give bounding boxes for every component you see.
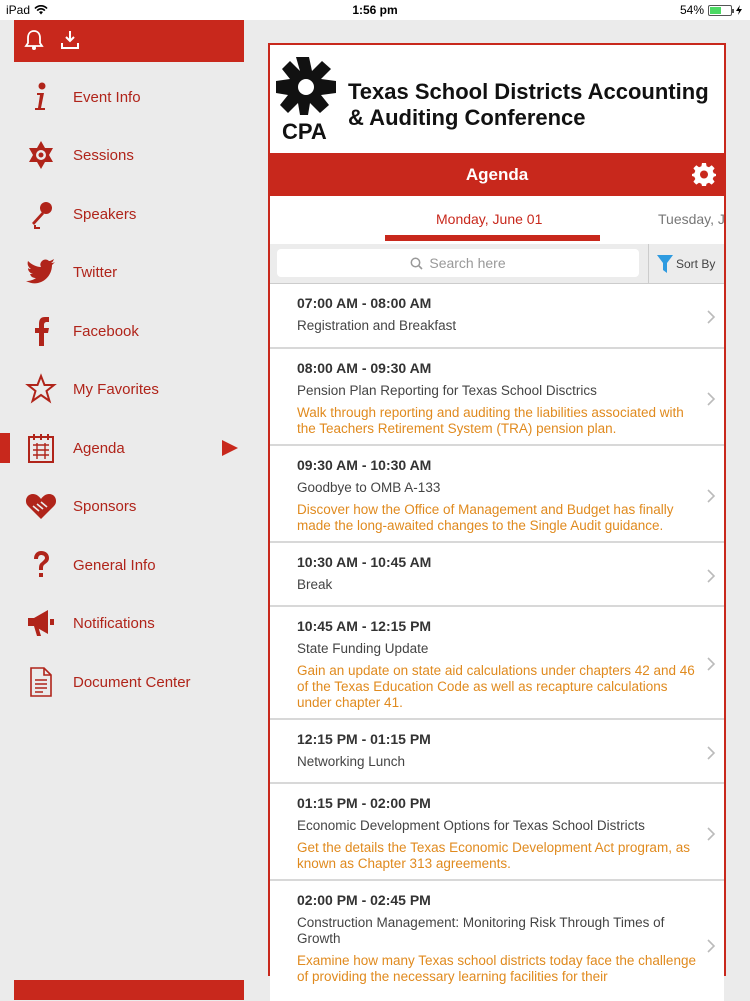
sidebar-item-speakers[interactable] bbox=[0, 185, 260, 243]
session-title: Registration and Breakfast bbox=[297, 318, 457, 333]
sidebar bbox=[0, 20, 260, 1000]
search-icon bbox=[410, 257, 423, 270]
sidebar-item-my-favorites[interactable] bbox=[0, 360, 260, 418]
sidebar-item-label: Agenda bbox=[73, 439, 125, 457]
sidebar-item-label: Speakers bbox=[73, 205, 137, 223]
status-time: 1:56 pm bbox=[352, 3, 398, 17]
session-title: Break bbox=[297, 577, 333, 592]
handshake-heart-icon bbox=[24, 489, 58, 523]
chevron-right-icon bbox=[706, 827, 716, 841]
search-input[interactable] bbox=[277, 249, 639, 277]
bell-icon[interactable] bbox=[24, 29, 44, 51]
session-title: Economic Development Options for Texas School Districts bbox=[297, 818, 645, 833]
session-time: 12:15 PM - 01:15 PM bbox=[297, 731, 431, 747]
day-tabs bbox=[270, 196, 724, 244]
conference-header bbox=[270, 45, 724, 153]
search-placeholder: Search here bbox=[429, 255, 506, 271]
sidebar-item-sessions[interactable] bbox=[0, 126, 260, 184]
sidebar-item-agenda[interactable] bbox=[0, 419, 260, 477]
sidebar-item-label: Sponsors bbox=[73, 497, 137, 515]
session-description: Discover how the Office of Management and Budget has finally made the long-awaited changes to the Single Audit guidance. bbox=[297, 502, 674, 533]
sidebar-item-facebook[interactable] bbox=[0, 302, 260, 360]
sort-label: Sort By bbox=[676, 257, 716, 271]
chevron-right-icon bbox=[706, 392, 716, 406]
sort-button[interactable] bbox=[648, 244, 724, 284]
sidebar-item-notifications[interactable] bbox=[0, 594, 260, 652]
agenda-title-bar bbox=[270, 153, 724, 196]
filter-icon bbox=[657, 255, 673, 273]
status-bar bbox=[0, 0, 750, 20]
session-row[interactable] bbox=[270, 543, 724, 607]
microphone-icon bbox=[24, 197, 58, 231]
charging-icon bbox=[736, 5, 742, 15]
sidebar-item-label: General Info bbox=[73, 556, 156, 574]
conference-title bbox=[348, 79, 728, 131]
battery-fill bbox=[710, 7, 721, 14]
session-row[interactable] bbox=[270, 784, 724, 881]
session-title: Networking Lunch bbox=[297, 754, 406, 769]
download-icon[interactable] bbox=[60, 29, 80, 51]
chevron-right-icon bbox=[706, 746, 716, 760]
sidebar-header bbox=[14, 20, 244, 62]
sidebar-item-twitter[interactable] bbox=[0, 243, 260, 301]
sidebar-footer bbox=[14, 980, 244, 1000]
active-tab-indicator bbox=[385, 235, 600, 241]
session-time: 01:15 PM - 02:00 PM bbox=[297, 795, 431, 811]
session-description: Walk through reporting and auditing the liabilities associated with the Teachers Retirement System (TRA) pension plan. bbox=[297, 405, 684, 436]
session-description: Examine how many Texas school districts today face the challenge of providing the necessary learning facilities for their bbox=[297, 953, 696, 984]
star-icon bbox=[24, 372, 58, 406]
session-row[interactable] bbox=[270, 285, 724, 349]
sidebar-item-label: Twitter bbox=[73, 263, 118, 281]
tab-monday[interactable]: Monday, June 01 bbox=[436, 211, 543, 227]
sidebar-item-label: Event Info bbox=[73, 88, 141, 106]
session-time: 02:00 PM - 02:45 PM bbox=[297, 892, 431, 908]
document-icon bbox=[24, 665, 58, 699]
info-icon bbox=[24, 80, 58, 114]
sidebar-item-label: Facebook bbox=[73, 322, 139, 340]
session-row[interactable] bbox=[270, 720, 724, 784]
active-indicator bbox=[0, 433, 10, 463]
sidebar-item-document-center[interactable] bbox=[0, 653, 260, 711]
sidebar-item-sponsors[interactable] bbox=[0, 477, 260, 535]
question-icon bbox=[24, 548, 58, 582]
chevron-right-icon bbox=[706, 657, 716, 671]
chevron-right-icon bbox=[706, 489, 716, 503]
twitter-icon bbox=[24, 255, 58, 289]
status-right bbox=[680, 3, 742, 17]
active-arrow-icon bbox=[222, 440, 238, 456]
chevron-right-icon bbox=[706, 310, 716, 324]
session-time: 10:45 AM - 12:15 PM bbox=[297, 618, 432, 634]
sidebar-item-label: Notifications bbox=[73, 614, 155, 632]
session-title: Construction Management: Monitoring Risk Through Times of Growth bbox=[297, 915, 665, 946]
page-title: Agenda bbox=[465, 165, 529, 184]
session-row[interactable] bbox=[270, 349, 724, 446]
session-row[interactable] bbox=[270, 446, 724, 543]
cpa-logo bbox=[274, 53, 344, 143]
battery-percent: 54% bbox=[679, 3, 704, 17]
chevron-right-icon bbox=[706, 569, 716, 583]
agenda-panel bbox=[268, 43, 726, 984]
conference-title-line1: Texas School Districts Accounting bbox=[348, 79, 709, 104]
session-time: 07:00 AM - 08:00 AM bbox=[297, 295, 432, 311]
session-row[interactable] bbox=[270, 607, 724, 720]
sidebar-item-label: Sessions bbox=[73, 146, 134, 164]
session-time: 08:00 AM - 09:30 AM bbox=[297, 360, 432, 376]
session-description: Get the details the Texas Economic Development Act program, as known as Chapter 313 agreements. bbox=[297, 840, 690, 871]
session-title: Pension Plan Reporting for Texas School Disctrics bbox=[297, 383, 597, 398]
sidebar-item-label: Document Center bbox=[73, 673, 191, 691]
device-label: iPad bbox=[6, 3, 31, 17]
gear-icon[interactable] bbox=[692, 162, 716, 186]
sidebar-item-label: My Favorites bbox=[73, 380, 159, 398]
search-row bbox=[270, 244, 724, 284]
tab-tuesday[interactable]: Tuesday, J bbox=[658, 211, 725, 227]
sidebar-item-general-info[interactable] bbox=[0, 536, 260, 594]
sessions-icon bbox=[24, 138, 58, 172]
session-time: 09:30 AM - 10:30 AM bbox=[297, 457, 432, 473]
session-row[interactable] bbox=[270, 881, 724, 1001]
session-title: State Funding Update bbox=[297, 641, 429, 656]
conference-title-line2: & Auditing Conference bbox=[348, 105, 586, 130]
battery-icon bbox=[708, 5, 732, 16]
session-title: Goodbye to OMB A-133 bbox=[297, 480, 441, 495]
sidebar-item-event-info[interactable] bbox=[0, 68, 260, 126]
facebook-icon bbox=[24, 314, 58, 348]
megaphone-icon bbox=[24, 606, 58, 640]
session-description: Gain an update on state aid calculations under chapters 42 and 46 of the Texas Education Code as well as recapture calculations under chapter 41. bbox=[297, 663, 695, 710]
session-time: 10:30 AM - 10:45 AM bbox=[297, 554, 432, 570]
calendar-icon bbox=[24, 431, 58, 465]
svg-text:CPA: CPA bbox=[282, 119, 327, 144]
chevron-right-icon bbox=[706, 939, 716, 953]
